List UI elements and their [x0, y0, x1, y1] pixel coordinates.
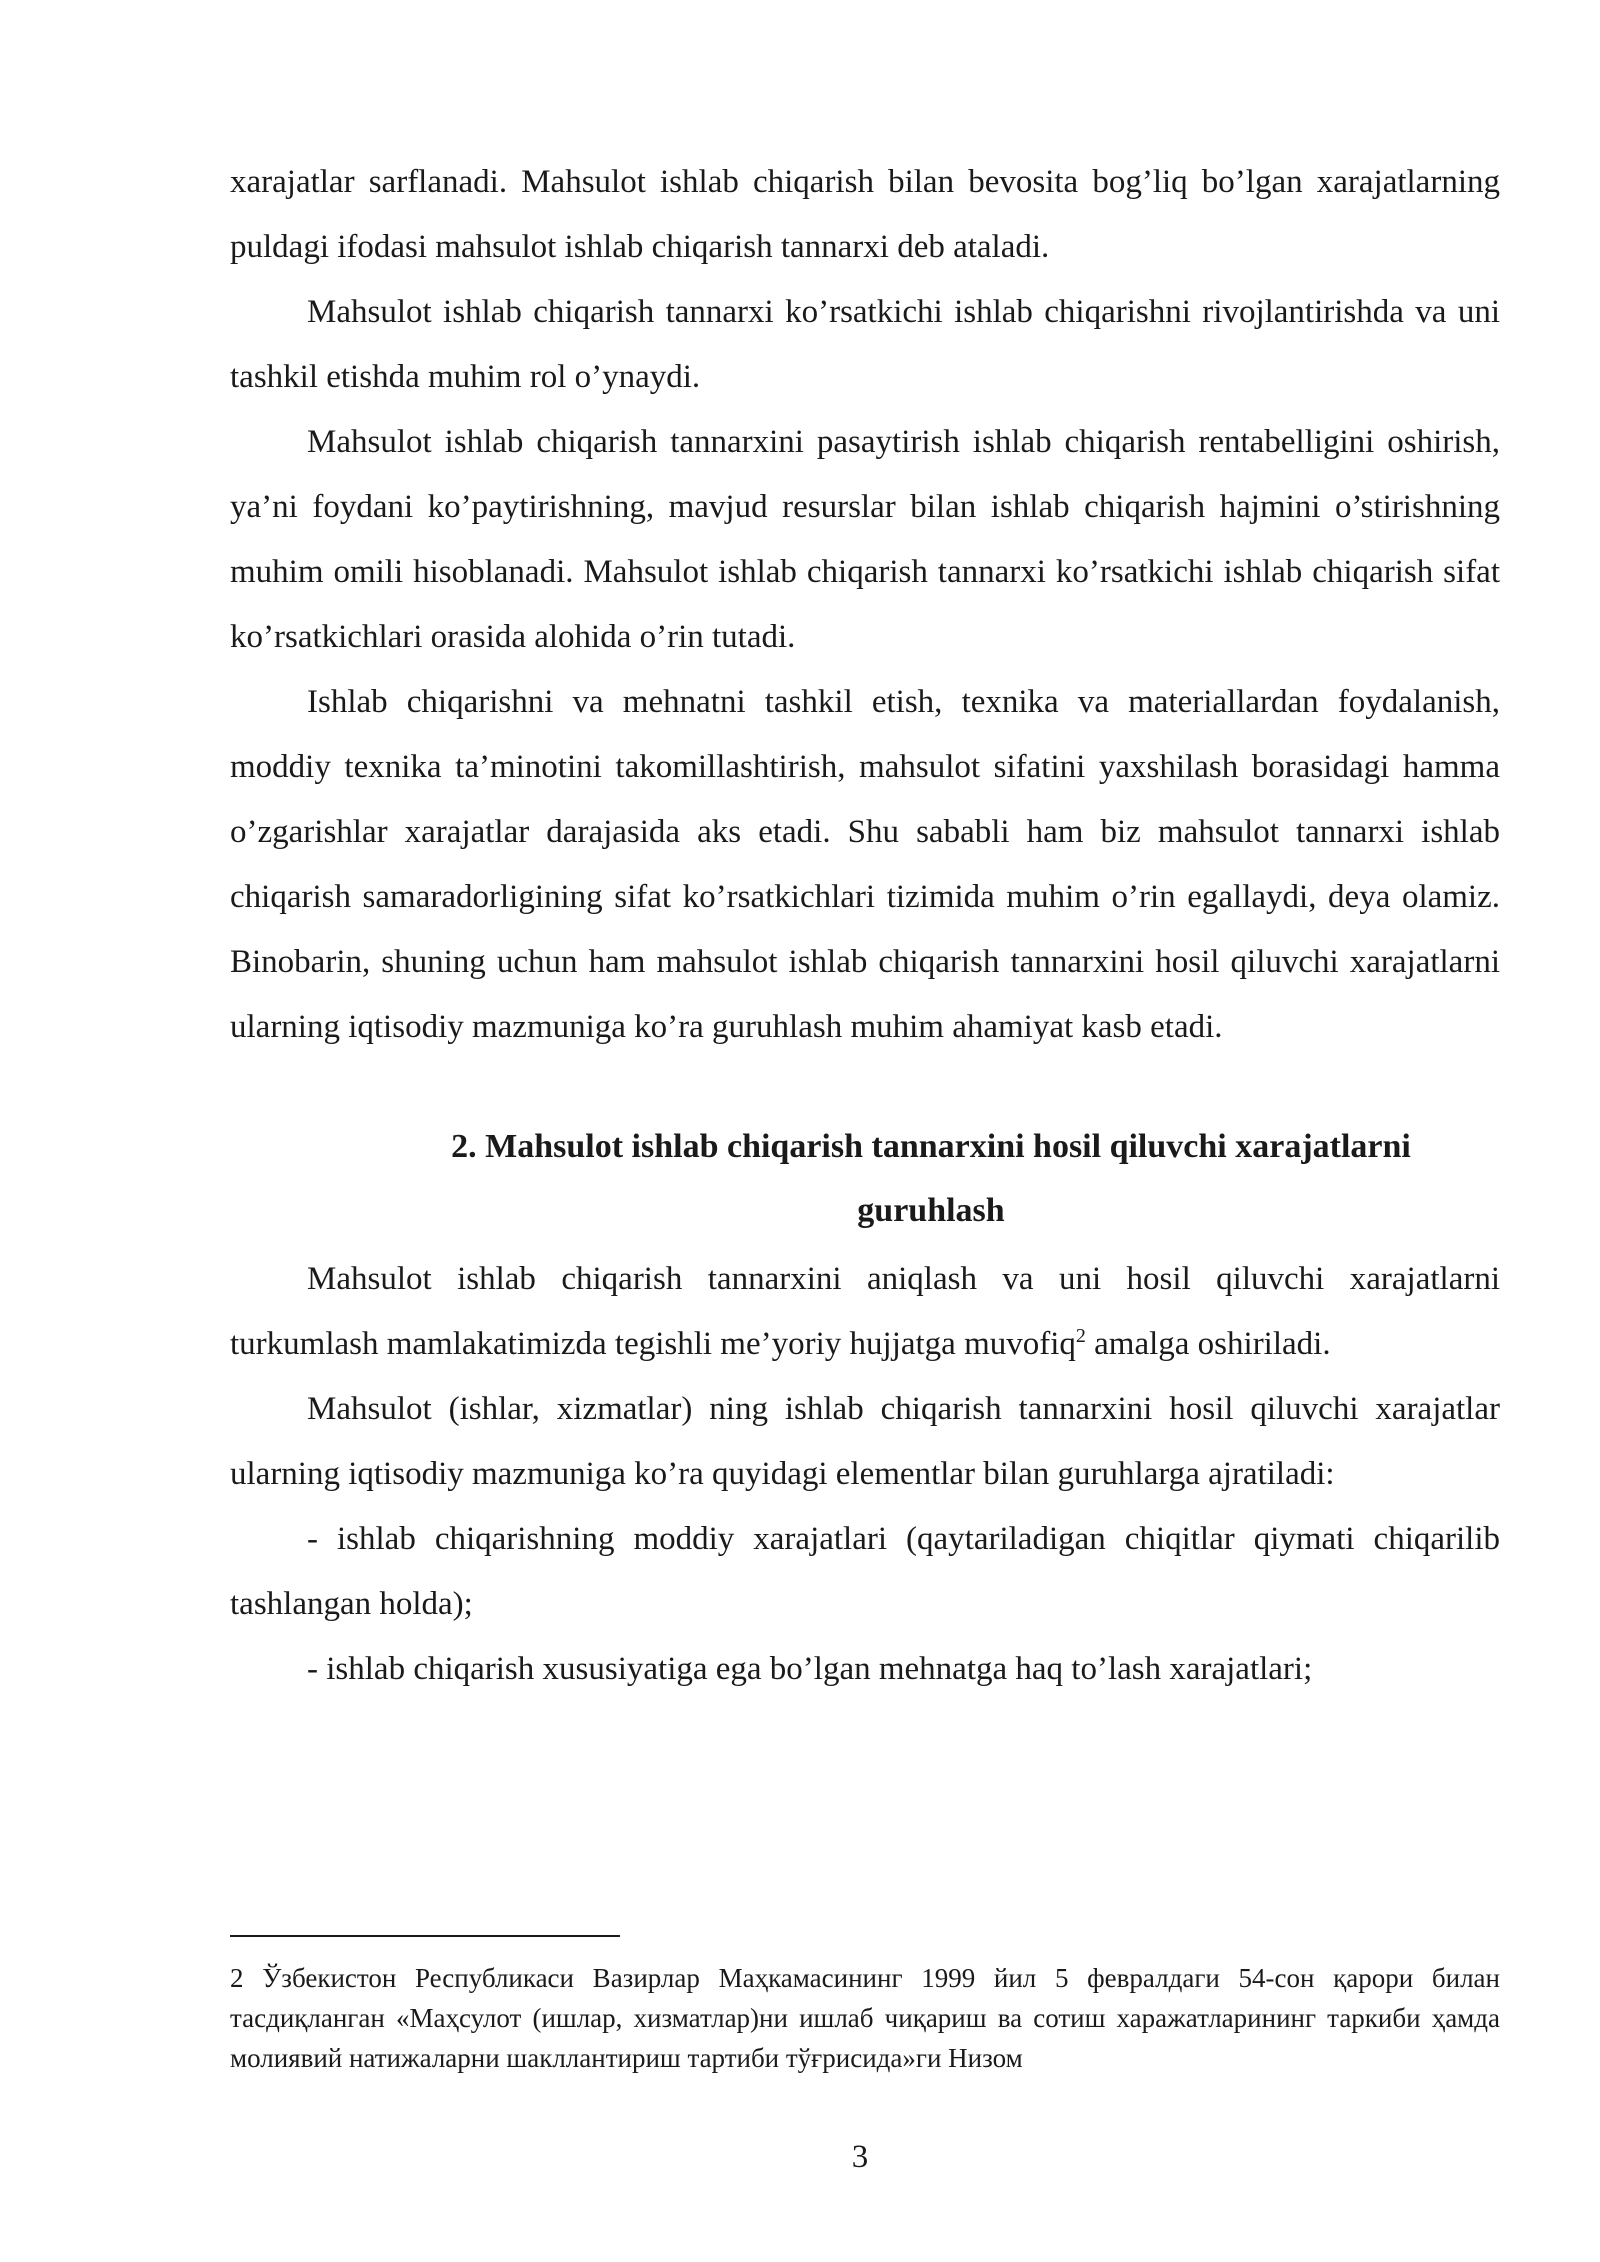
section-heading	[230, 1115, 1500, 1243]
footnote-reference: 2	[1075, 1325, 1086, 1347]
footnote: 2 Ўзбекистон Республикаси Вазирлар Маҳкамасининг 1999 йил 5 февралдаги 54-сон қарори билан тасдиқланган «Маҳсулот (ишлар, хизматлар)ни ишлаб чиқариш ва сотиш харажатларининг таркиби ҳамда молиявий натижаларни шакллантириш тартиби тўғрисида»ги Низом	[230, 1963, 1500, 2073]
list-item-material-costs: - ishlab chiqarishning moddiy xarajatlari (qaytariladigan chiqitlar qiymati chiqarilib tashlangan holda);	[230, 1521, 1500, 1622]
paragraph-cost-reduction: Mahsulot ishlab chiqarish tannarxini pasaytirish ishlab chiqarish rentabelligini oshirish, ya’ni foydani ko’paytirishning, mavjud resurslar bilan ishlab chiqarish hajmini o’stirishning muhim omili hisoblanadi. Mahsulot ishlab chiqarish tannarxi ko’rsatkichi ishlab chiqarish sifat ko’rsatkichlari orasida alohida o’rin tutadi.	[230, 424, 1500, 655]
page-number: 3	[851, 2139, 869, 2175]
paragraph-cost-classification-text: Mahsulot ishlab chiqarish tannarxini aniqlash va uni hosil qiluvchi xarajatlarni turkumlash mamlakatimizda tegishli me’yoriy hujjatga muvofiq	[230, 1261, 1500, 1362]
paragraph-costs-definition: xarajatlar sarflanadi. Mahsulot ishlab chiqarish bilan bevosita bog’liq bo’lgan xarajatlarning puldagi ifodasi mahsulot ishlab chiqarish tannarxi deb ataladi.	[230, 164, 1500, 265]
paragraph-production-organization: Ishlab chiqarishni va mehnatni tashkil etish, texnika va materiallardan foydalanish, moddiy texnika ta’minotini takomillashtirish, mahsulot sifatini yaxshilash borasidagi hamma o’zgarishlar xarajatlar darajasida aks etadi. Shu sababli ham biz mahsulot tannarxi ishlab chiqarish samaradorligining sifat ko’rsatkichlari tizimida muhim o’rin egallaydi, deya olamiz. Binobarin, shuning uchun ham mahsulot ishlab chiqarish tannarxini hosil qiluvchi xarajatlarni ularning iqtisodiy mazmuniga ko’ra guruhlash muhim ahamiyat kasb etadi.	[230, 684, 1500, 1045]
document-body	[230, 150, 1500, 1702]
paragraph-cost-indicator-role: Mahsulot ishlab chiqarish tannarxi ko’rsatkichi ishlab chiqarishni rivojlantirishda va uni tashkil etishda muhim rol o’ynaydi.	[230, 294, 1500, 395]
footnote-divider	[230, 1935, 620, 1937]
paragraph-cost-classification-tail: amalga oshiriladi.	[1085, 1326, 1331, 1362]
paragraph-cost-classification	[230, 1247, 1500, 1377]
paragraph-cost-elements: Mahsulot (ishlar, xizmatlar) ning ishlab chiqarish tannarxini hosil qiluvchi xarajatlar ularning iqtisodiy mazmuniga ko’ra quyidagi elementlar bilan guruhlarga ajratiladi:	[230, 1391, 1500, 1492]
section-heading-line-2: guruhlash	[857, 1192, 1005, 1229]
list-item-labor-costs: - ishlab chiqarish xususiyatiga ega bo’lgan mehnatga haq to’lash xarajatlari;	[307, 1651, 1313, 1687]
section-heading-line-1: 2. Mahsulot ishlab chiqarish tannarxini hosil qiluvchi xarajatlarni	[451, 1128, 1411, 1165]
